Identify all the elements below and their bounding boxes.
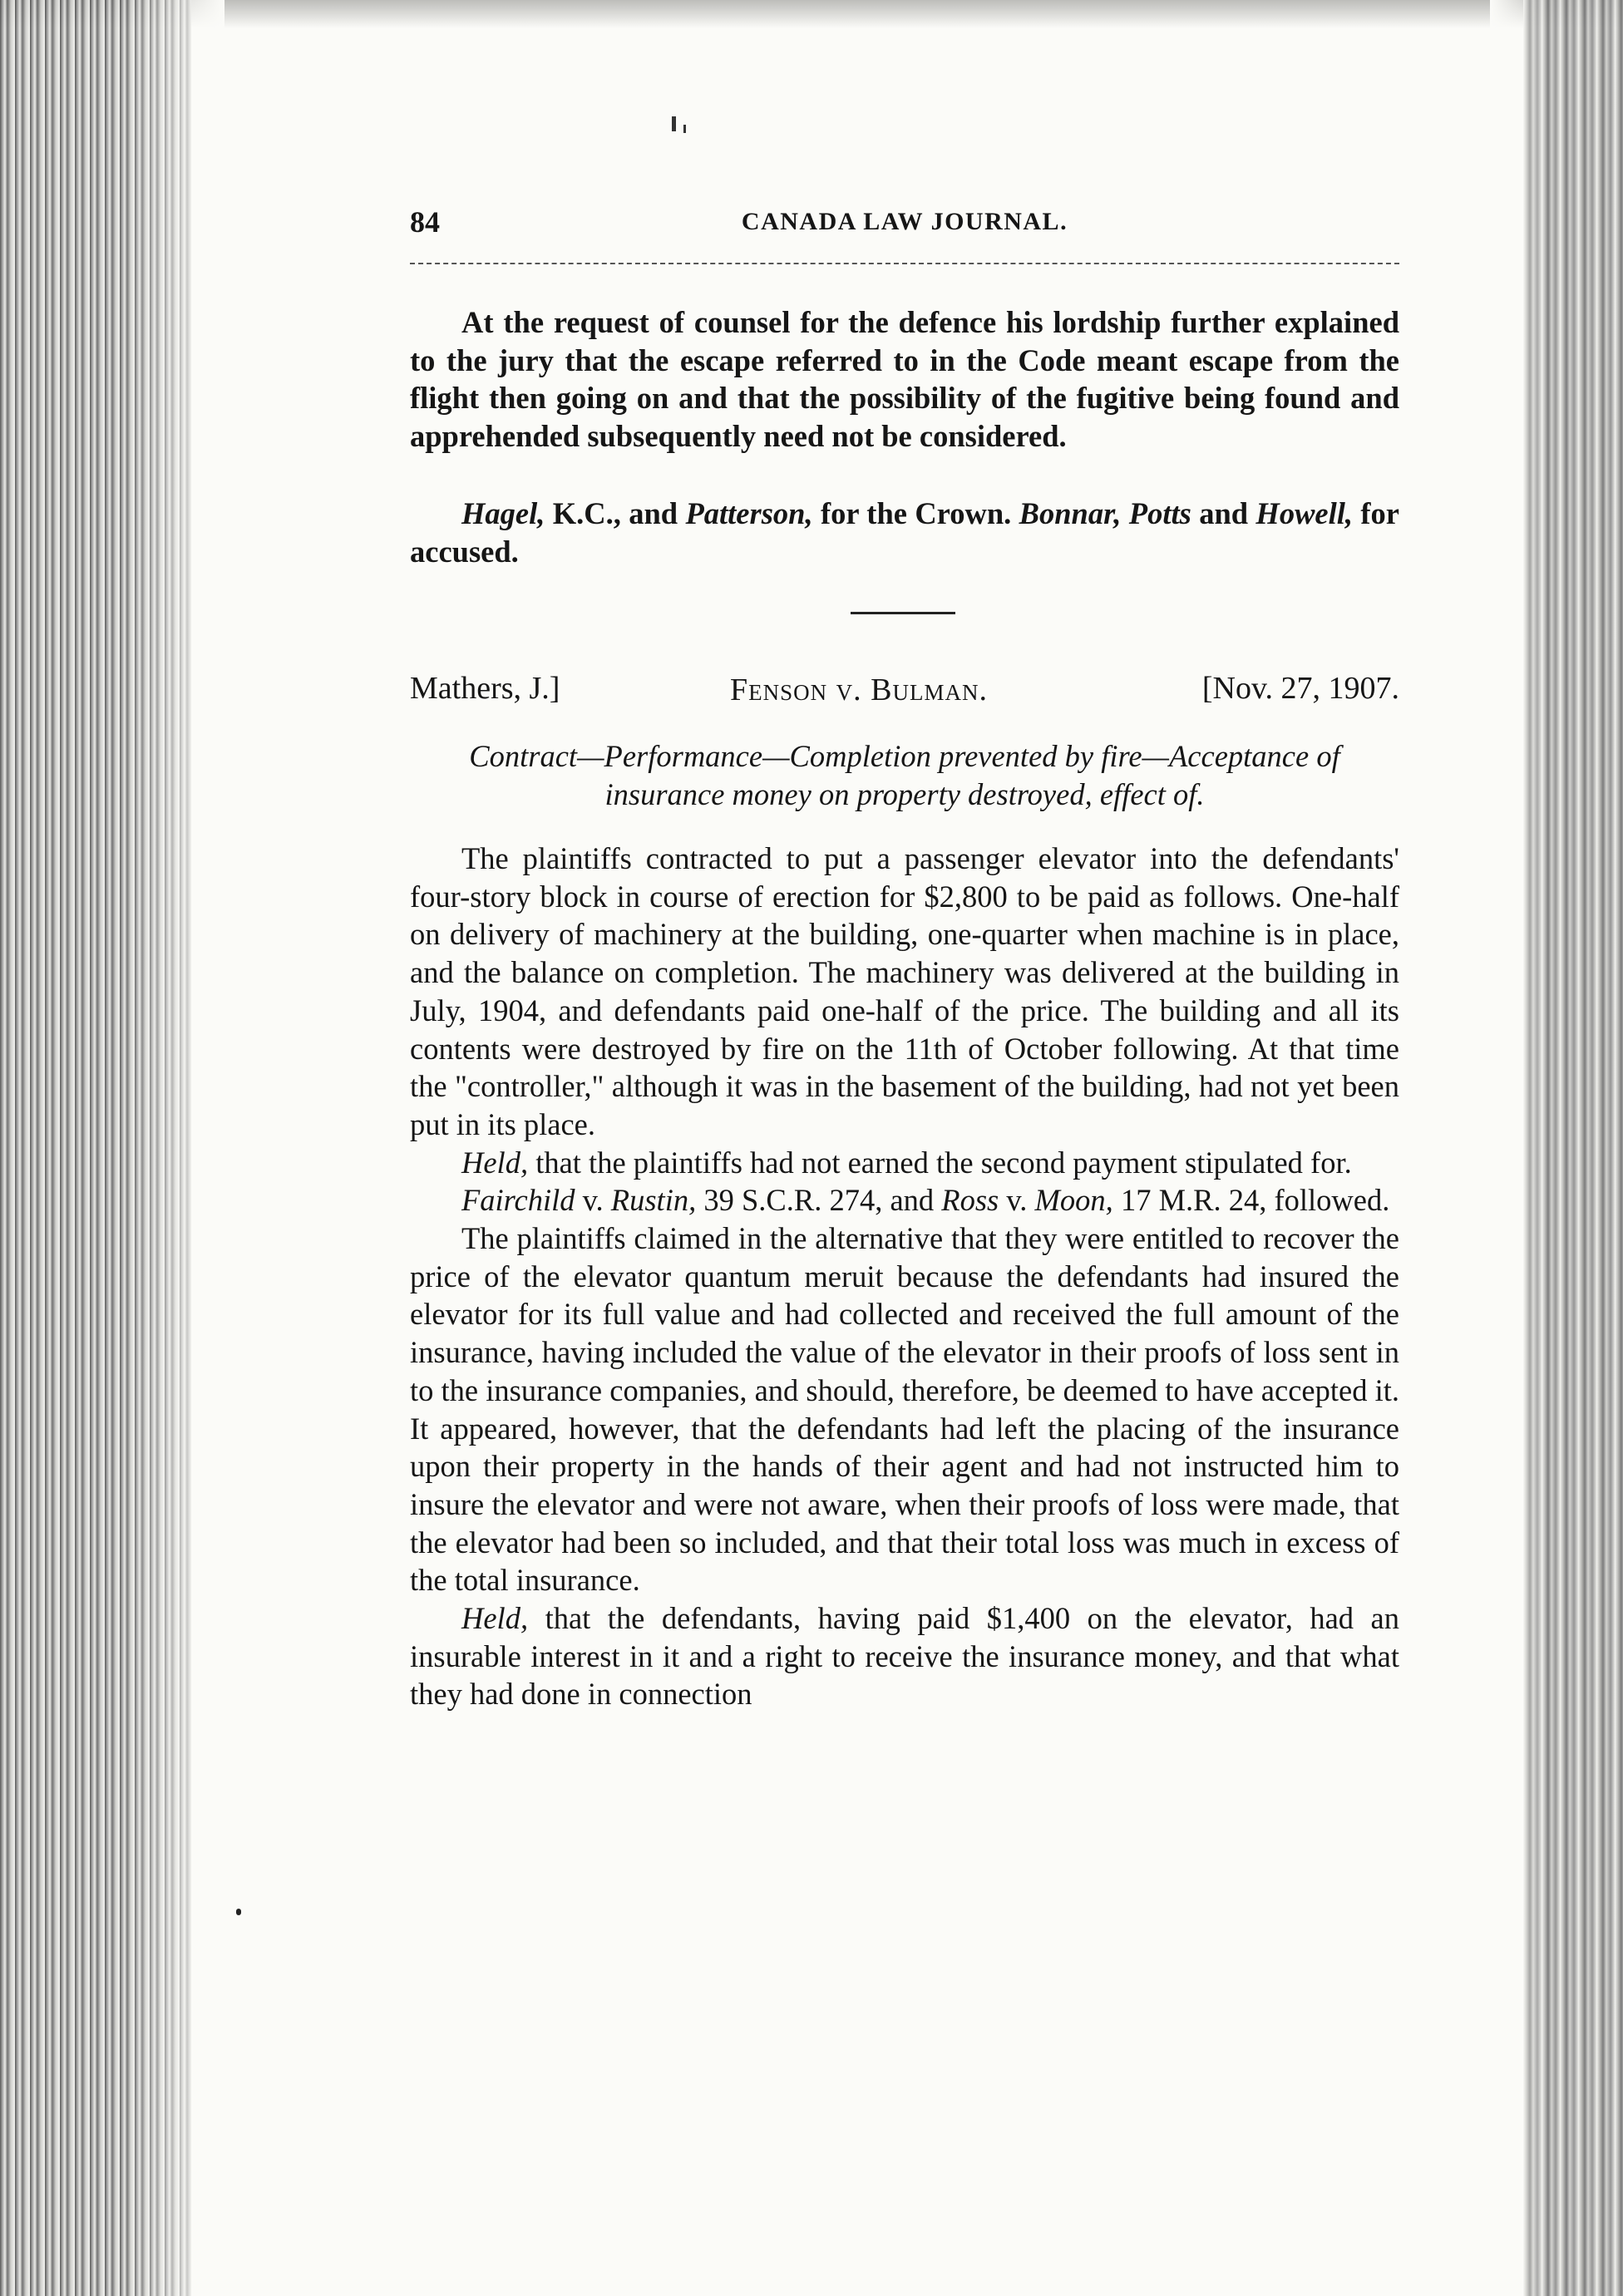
running-header	[410, 204, 1399, 246]
scan-speck	[236, 1909, 241, 1915]
body-paragraph: The plaintiffs claimed in the alternative that they were entitled to recover the price of the elevator quantum meruit because the defendants had insured the elevator for its full value and had collected and received the full amount of the insurance, having included the value of the elevator in their proofs of loss sent in to the insurance companies, and should, therefore, be deemed to have accepted it. It appeared, however, that the defendants had left the placing of the insurance upon their property in the hands of their agent and had not instructed him to insure the elevator and were not aware, when their proofs of loss were made, that the elevator had been so included, and that their total loss was much in excess of the total insurance.	[410, 1221, 1399, 1598]
counsel-name: Patterson,	[685, 496, 813, 530]
body-text-part: 17 M.R. 24, followed.	[1112, 1183, 1390, 1218]
case-title: Fenson v. Bulman.	[730, 673, 988, 707]
case-citation-name: Ross	[941, 1183, 999, 1218]
case-headnote: Contract—Performance—Completion prevented by fire—Acceptance of insurance money on property destroyed, effect of.	[469, 739, 1340, 811]
case-citation-name: Moon,	[1034, 1183, 1113, 1218]
counsel-paragraph	[410, 495, 1399, 570]
case-citation-name: Fairchild	[461, 1183, 575, 1218]
counsel-text-part: for the Crown.	[812, 496, 1019, 530]
case-caption	[410, 670, 1399, 712]
held-label: Held,	[461, 1145, 529, 1180]
case-judge: Mathers, J.]	[410, 671, 560, 706]
body-text-part: v.	[575, 1183, 611, 1218]
counsel-text-part: K.C., and	[545, 496, 686, 530]
header-rule	[410, 263, 1399, 264]
opening-paragraph-text: At the request of counsel for the defence his lordship further explained to the jury that the escape referred to in the Code meant escape from the flight then going on and that the possibility of the fugitive being found and apprehended subsequently need not be considered.	[410, 305, 1399, 454]
scan-binding-fade	[125, 0, 224, 2296]
scan-speck	[683, 125, 686, 133]
body-paragraph	[410, 1599, 1399, 1713]
counsel-text-part: for accused.	[410, 496, 1399, 569]
counsel-text	[410, 495, 1399, 570]
body-text-part: that the defendants, having paid $1,400 on the elevator, had an insurable interest in it and a right to receive the insurance money, and that what they had done in connection	[410, 1601, 1399, 1712]
counsel-name: Bonnar, Potts	[1019, 496, 1191, 530]
counsel-text-part: and	[1191, 496, 1256, 530]
body-paragraph	[410, 1181, 1399, 1219]
section-separator	[851, 612, 955, 614]
held-label: Held,	[461, 1601, 529, 1636]
scan-speck	[672, 116, 676, 131]
body-text-part: that the plaintiffs had not earned the second payment stipulated for.	[528, 1145, 1352, 1180]
scan-right-fade	[1490, 0, 1548, 2296]
case-body	[410, 840, 1399, 1713]
case-date: [Nov. 27, 1907.	[1201, 671, 1399, 706]
opening-paragraph	[410, 303, 1399, 456]
counsel-name: Howell,	[1255, 496, 1354, 530]
scan-top-edge	[0, 0, 1623, 28]
body-paragraph: The plaintiffs contracted to put a passenger elevator into the defendants' four-story block in course of erection for $2,800 to be paid as follows. One-half on delivery of machinery at the building, one-quarter when machine is in place, and the balance on completion. The machinery was delivered at the building in July, 1904, and defendants paid one-half of the price. The building and all its contents were destroyed by fire on the 11th of October following. At that time the "controller," although it was in the basement of the building, had not yet been put in its place.	[410, 841, 1399, 1141]
journal-title: CANADA LAW JOURNAL.	[741, 208, 1068, 235]
page-number: 84	[410, 205, 440, 239]
counsel-name: Hagel,	[461, 496, 545, 530]
case-citation-name: Rustin,	[610, 1183, 697, 1218]
body-text-part: 39 S.C.R. 274, and	[696, 1183, 942, 1218]
body-paragraph	[410, 1144, 1399, 1182]
body-text-part: v.	[999, 1183, 1035, 1218]
